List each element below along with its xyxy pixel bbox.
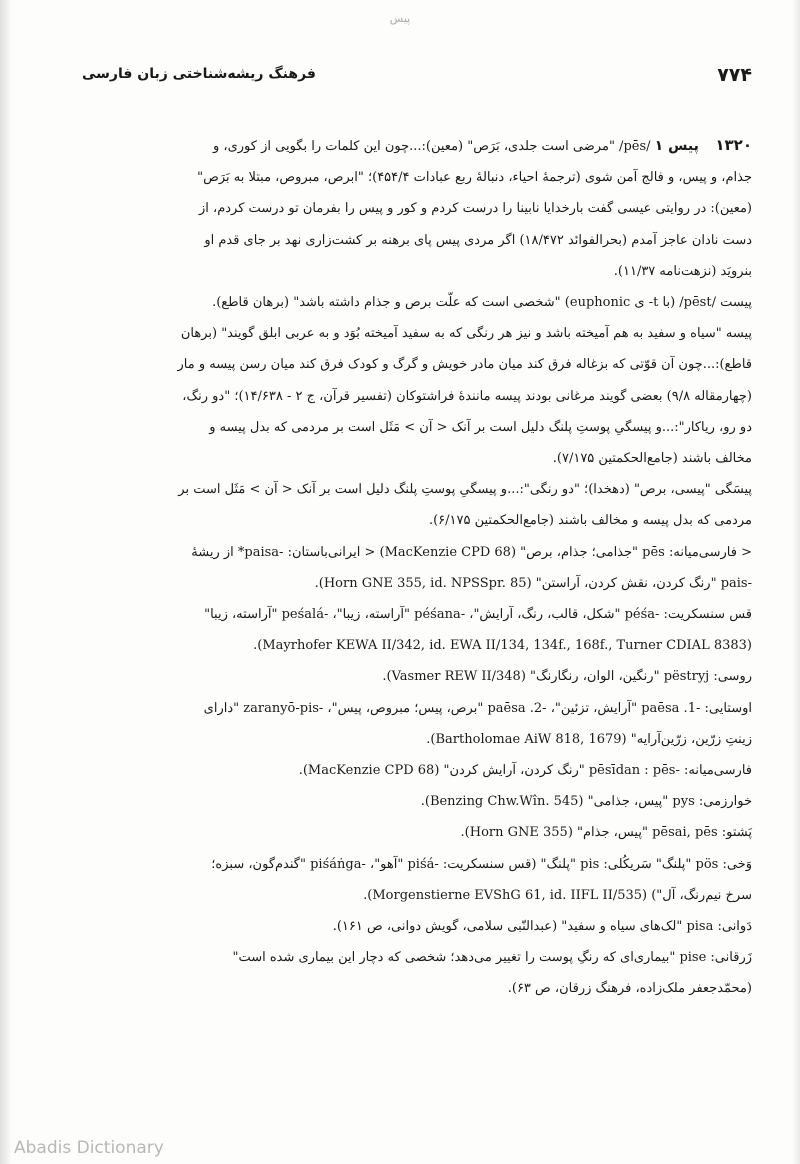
etymology-line: زینتِ زرّین، زرّین‌آرایه" (Bartholomae AiW 818, 1679). (426, 731, 752, 747)
book-title: فرهنگ ریشه‌شناختی زبان فارسی (82, 66, 316, 82)
etymology-line: -pais "رنگ کردن، نقش کردن، آراستن" (Horn GNE 355, id. NPSSpr. 85). (314, 575, 752, 591)
entry-line (82, 130, 752, 162)
etymology-line: دَوانی: pisa "لک‌های سیاه و سفید" (عبدالنّبی سلامی، گویش دوانی، ص ۱۶۱). (332, 919, 752, 935)
derivative-line: (چهارمقاله ۹/۸) بعضی گویند مرغانی بودند پیسه مانندهٔ فراشتوکان (تفسیر قرآن، ج ۲ - ۱۴/۶۳۸)؛ "دو رنگ، (182, 388, 752, 404)
watermark: Abadis Dictionary (14, 1138, 164, 1158)
etymology-line: خوارزمی: pys "پیس، جذامی" (Benzing Chw.Wîn. 545). (420, 794, 752, 810)
etymology-line: روسی: pëstryj "رنگین، الوان، رنگارنگ" (Vasmer REW II/348). (382, 669, 752, 685)
derivative-line: قاطع):...چون آن قوّتی که بزغاله فرق کند میان مادر خویش و گرگ و کودک فرق کند میان رسن پیسه و مار (177, 357, 752, 373)
etymology-line: پَشتو: pēsai, pēs "پیس، جذام" (Horn GNE 355). (460, 825, 752, 841)
page-right-shadow (792, 0, 800, 1164)
entry-number: ۱۳۲۰ (715, 136, 752, 154)
etymology-line: قس سنسکریت: -péśa "شکل، قالب، رنگ، آرایش"، -péśana "آراسته، زیبا"، -peśalá "آراسته، زیبا" (204, 607, 752, 623)
page-header (82, 64, 752, 90)
entry-text-line: دست نادان عاجز آمدم (بحرالفوائد ۱۸/۴۷۲) اگر مردی پیس پای برهنه بر کشت‌زاری نهد بر جای قدم او (204, 232, 752, 248)
etymology-line: اوستایی: -1. paēsa "آرایش، تزئین"، -2. paēsa "برص، پیس؛ مبروص، پیس"، -zaranyō-pis "دارای (203, 700, 752, 716)
derivative-line: پیست /pēst/ (با t- ی euphonic) "شخصی است که علّت برص و جذام داشته باشد" (برهان قاطع). (212, 295, 752, 311)
etymology-line: زَرقانی: pise "بیماری‌ای که رنگِ پوست را تغییر می‌دهد؛ شخصی که دچار این بیماری شده است" (232, 950, 752, 966)
etymology-line: (Mayrhofer KEWA II/342, id. EWA II/134, 134f., 168f., Turner CDIAL 8383). (253, 638, 752, 654)
page-number: ۷۷۴ (717, 64, 752, 86)
page-edge-shadow (0, 0, 12, 1164)
entry-headword: پیس ۱ (654, 138, 699, 154)
entry-text-line: (معین): در روایتی عیسی گفت بارخدایا نابینا را درست کردم و کور و پیس را بفرمان تو درست کردم، از (199, 201, 752, 217)
derivative-line: پیسَگی "پیسی، برص" (دهخدا)؛ "دو رنگی":...و پیسگیِ پوستِ پلنگ دلیل است بر آنک < آن > مَثَل است بر (178, 482, 752, 498)
top-word: پیس (389, 12, 411, 25)
derivative-line: مردمی که بدل پیسه و مخالف باشند (جامع‌الحکمتین ۶/۱۷۵). (428, 513, 752, 529)
derivative-line: دو رو، ریاکار":...و پیسگیِ پوستِ پلنگ دلیل است بر آنک < آن > مَثَل است بر مردمی که بدل پیسه و (209, 419, 752, 435)
derivative-line: پیسه "سیاه و سفید به هم آمیخته باشد و نیز هر رنگی که به سفید آمیخته بُوَد و به عربی ابلق گویند" (برهان (180, 326, 752, 342)
etymology-line: < فارسی‌میانه: pēs "جذامی؛ جذام، برص" (MacKenzie CPD 68) < ایرانی‌باستان: -paisa* از ریشهٔ (191, 544, 752, 560)
etymology-line: فارسی‌میانه: -pēsīdan : pēs "رنگ کردن، آرایش کردن" (MacKenzie CPD 68). (298, 763, 752, 779)
etymology-line: (محمّدجعفر ملک‌زاده، فرهنگ زرقان، ص ۶۳). (507, 981, 752, 997)
entry-text-line: بنرویَد (نزهت‌نامه ۱۱/۳۷). (613, 263, 752, 279)
entry-content (82, 130, 752, 1005)
etymology-line: وَخی: pös "پلنگ" سَریکُلی: pis "پلنگ" (قس سنسکریت: -piśá "آهو"، -piśáṅga "گندم‌گون، سبزه؛ (211, 856, 752, 872)
entry-text-line: /pēs/ "مرضی است جلدی، بَرَص" (معین):...چون این کلمات را بگویی از کوری، و (213, 139, 651, 154)
derivative-line: مخالف باشند (جامع‌الحکمتین ۷/۱۷۵). (552, 451, 752, 467)
etymology-line: سرخ نیم‌رنگ، آل") (Morgenstierne EVShG 61, id. IIFL II/535). (363, 887, 752, 903)
entry-text-line: جذام، و پیس، و فالج آمن شوی (ترجمهٔ احیاء، دنبالهٔ ربع عبادات ۴۵۴/۴)؛ "ابرص، مبروص، مبتلا به بَرَص" (197, 170, 752, 186)
